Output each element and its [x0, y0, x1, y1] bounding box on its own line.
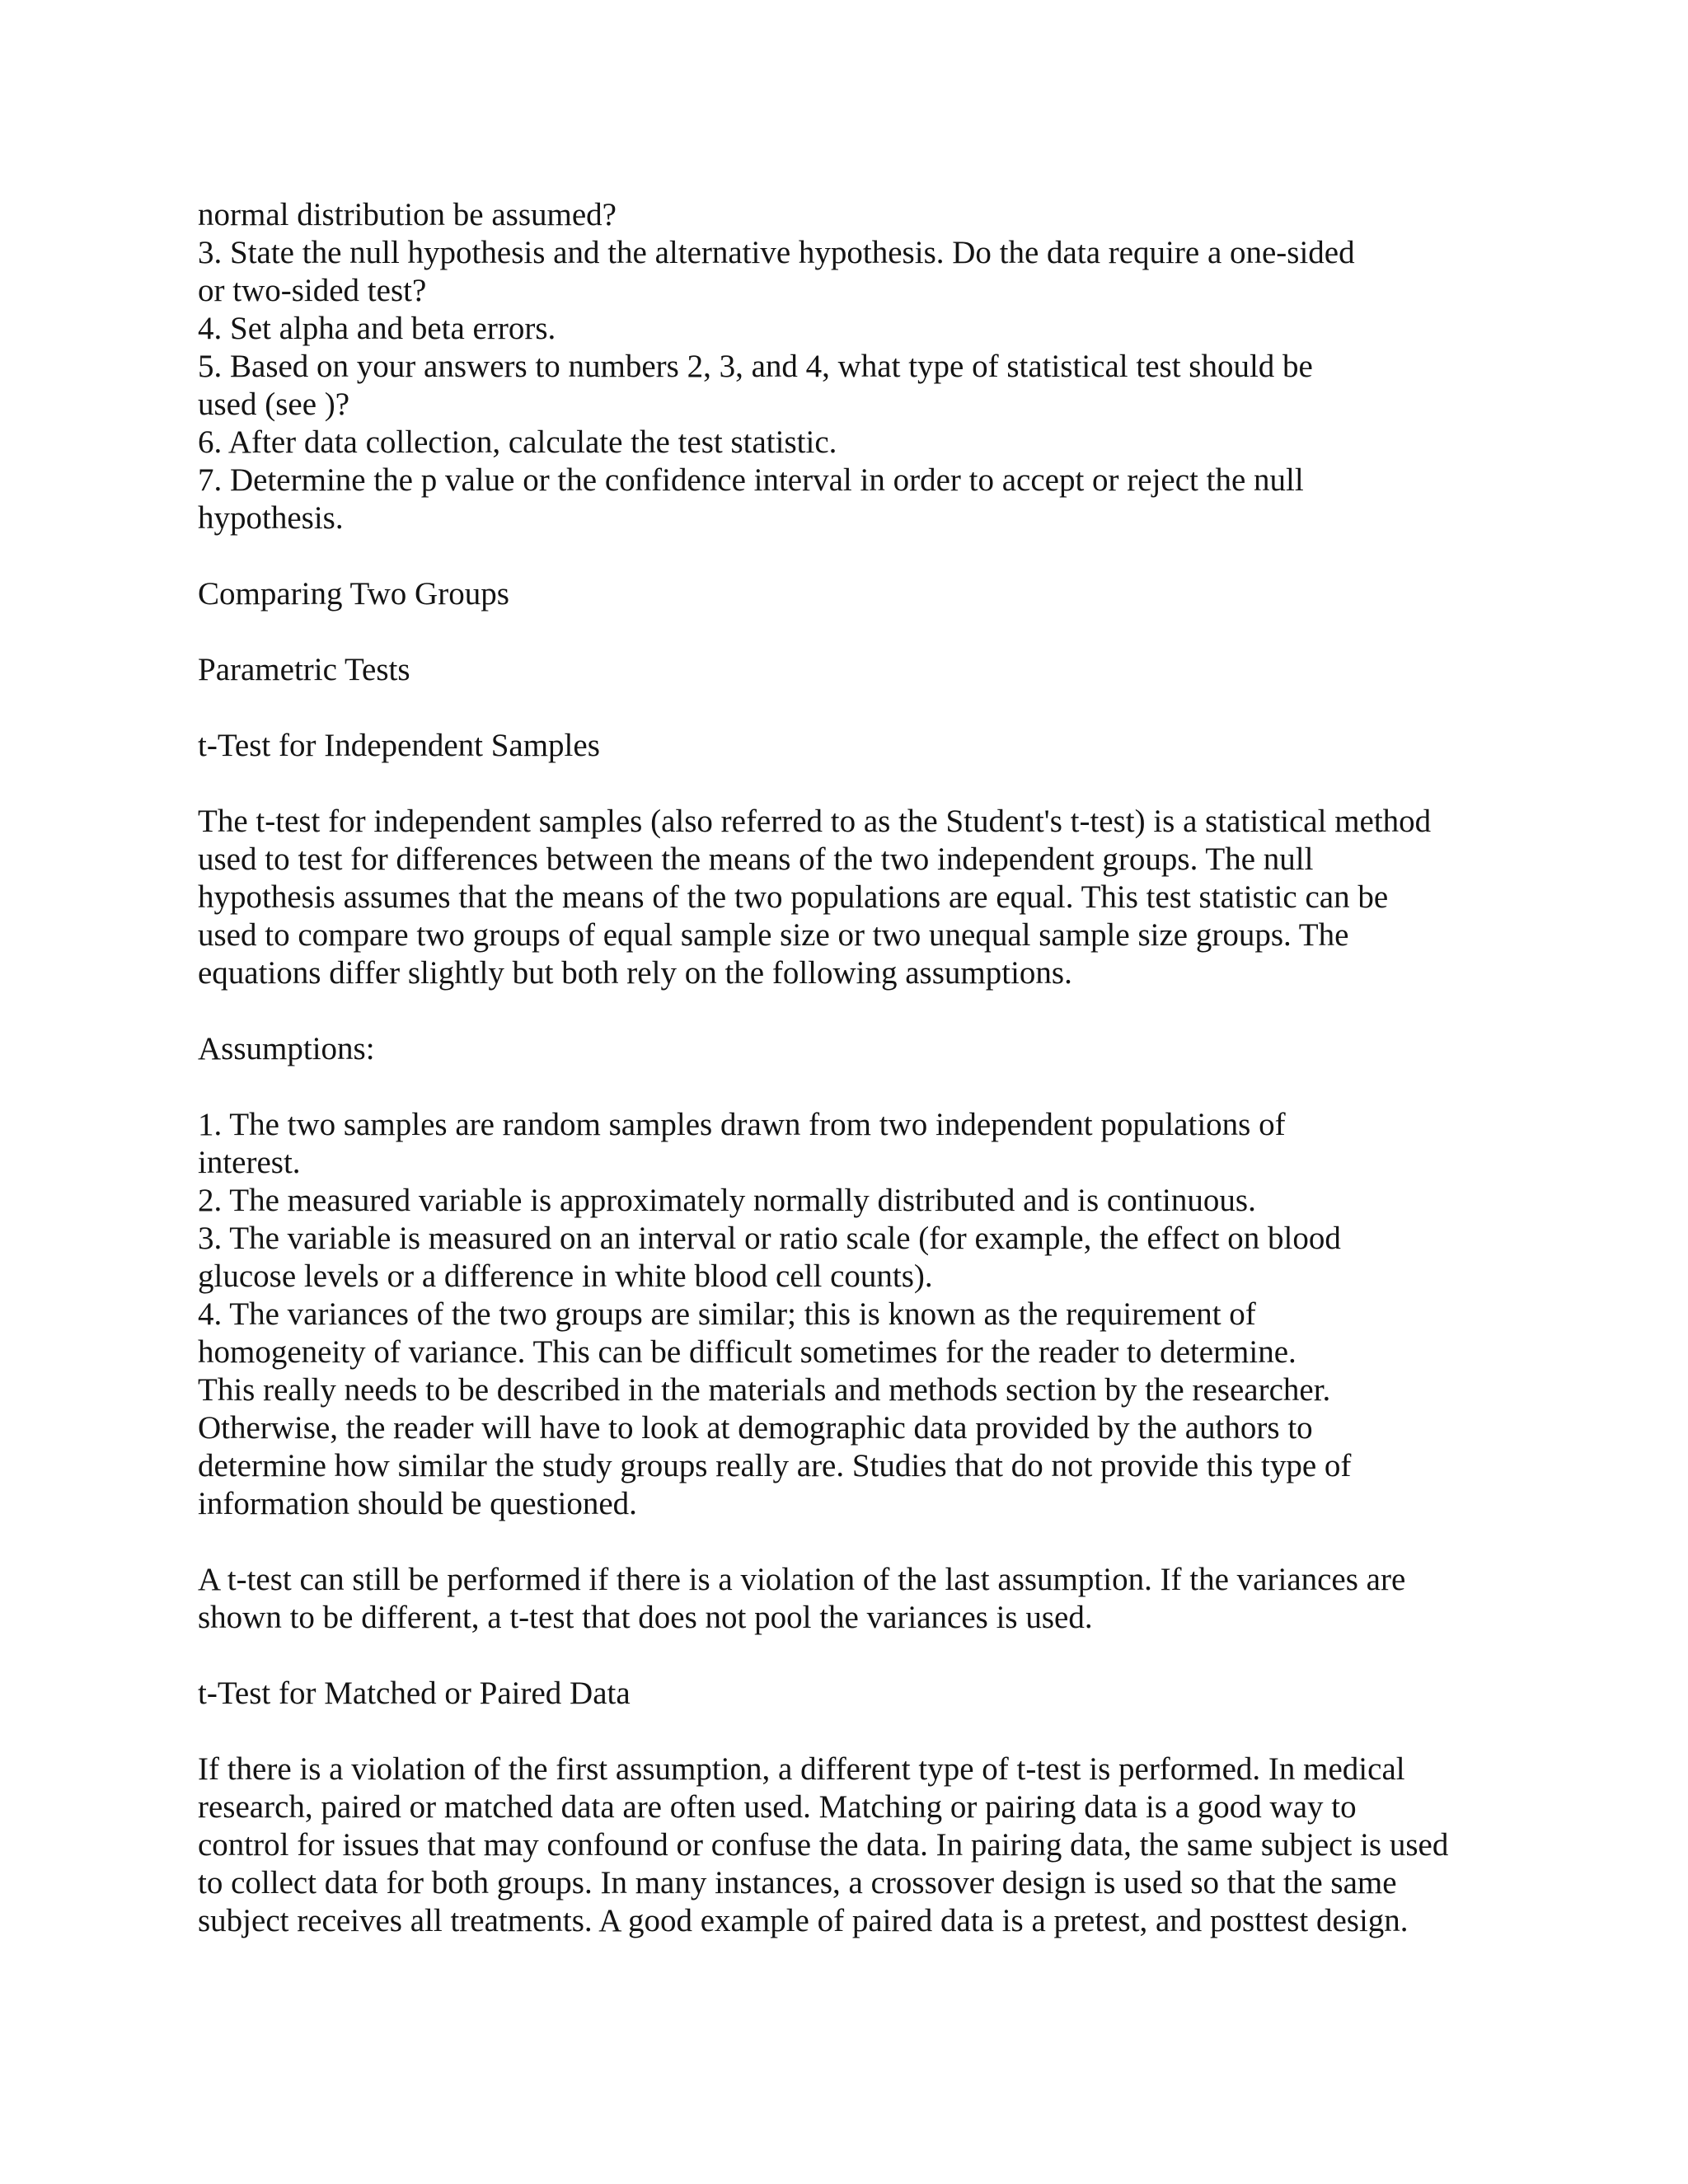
list-line: or two-sided test?: [198, 273, 427, 308]
list-line: 3. State the null hypothesis and the alternative hypothesis. Do the data require a one-sided: [198, 235, 1355, 270]
list-line: information should be questioned.: [198, 1486, 637, 1521]
list-line: This really needs to be described in the materials and methods section by the researcher.: [198, 1372, 1331, 1408]
document-page: [198, 196, 1533, 1940]
heading-comparing-two-groups: Comparing Two Groups: [198, 576, 509, 612]
list-line: normal distribution be assumed?: [198, 197, 617, 232]
paragraph-line: hypothesis assumes that the means of the two populations are equal. This test statistic can be: [198, 879, 1389, 915]
list-line: 4. Set alpha and beta errors.: [198, 311, 556, 346]
list-line: glucose levels or a difference in white blood cell counts).: [198, 1258, 933, 1294]
paragraph-line: used to compare two groups of equal sample size or two unequal sample size groups. The: [198, 917, 1349, 953]
heading-assumptions: Assumptions:: [198, 1031, 375, 1066]
paragraph-independent: [198, 803, 1533, 992]
list-line: interest.: [198, 1145, 301, 1180]
paragraph-line: to collect data for both groups. In many instances, a crossover design is used so that the same: [198, 1865, 1397, 1900]
paragraph-line: The t-test for independent samples (also referred to as the Student's t-test) is a statistical method: [198, 804, 1432, 839]
list-line: hypothesis.: [198, 500, 344, 536]
list-line: 6. After data collection, calculate the test statistic.: [198, 424, 837, 460]
paragraph-line: used to test for differences between the means of the two independent groups. The null: [198, 841, 1314, 877]
paragraph-line: shown to be different, a t-test that does not pool the variances is used.: [198, 1600, 1093, 1635]
list-line: 3. The variable is measured on an interval or ratio scale (for example, the effect on blood: [198, 1221, 1341, 1256]
paragraph-line: control for issues that may confound or confuse the data. In pairing data, the same subject is used: [198, 1827, 1449, 1863]
list-line: 5. Based on your answers to numbers 2, 3, and 4, what type of statistical test should be: [198, 349, 1313, 384]
heading-parametric-tests: Parametric Tests: [198, 652, 410, 687]
paragraph-line: research, paired or matched data are often used. Matching or pairing data is a good way to: [198, 1789, 1357, 1825]
heading-ttest-independent: t-Test for Independent Samples: [198, 728, 600, 763]
heading-ttest-paired: t-Test for Matched or Paired Data: [198, 1675, 631, 1711]
paragraph-line: subject receives all treatments. A good example of paired data is a pretest, and posttest design.: [198, 1903, 1409, 1938]
paragraph-paired: [198, 1750, 1533, 1940]
list-line: 7. Determine the p value or the confidence interval in order to accept or reject the null: [198, 462, 1304, 498]
paragraph-line: A t-test can still be performed if there is a violation of the last assumption. If the variances are: [198, 1562, 1406, 1597]
list-line: 4. The variances of the two groups are similar; this is known as the requirement of: [198, 1296, 1256, 1332]
list-line: Otherwise, the reader will have to look at demographic data provided by the authors to: [198, 1410, 1313, 1446]
paragraph-violation: [198, 1561, 1533, 1637]
list-line: used (see )?: [198, 387, 350, 422]
paragraph-line: equations differ slightly but both rely on the following assumptions.: [198, 955, 1072, 991]
list-line: 2. The measured variable is approximately normally distributed and is continuous.: [198, 1183, 1256, 1218]
assumption-list: [198, 1106, 1533, 1523]
intro-list: [198, 196, 1533, 537]
list-line: homogeneity of variance. This can be difficult sometimes for the reader to determine.: [198, 1334, 1296, 1370]
paragraph-line: If there is a violation of the first assumption, a different type of t-test is performed. In medical: [198, 1751, 1405, 1787]
list-line: 1. The two samples are random samples drawn from two independent populations of: [198, 1107, 1286, 1142]
list-line: determine how similar the study groups really are. Studies that do not provide this type of: [198, 1448, 1352, 1483]
